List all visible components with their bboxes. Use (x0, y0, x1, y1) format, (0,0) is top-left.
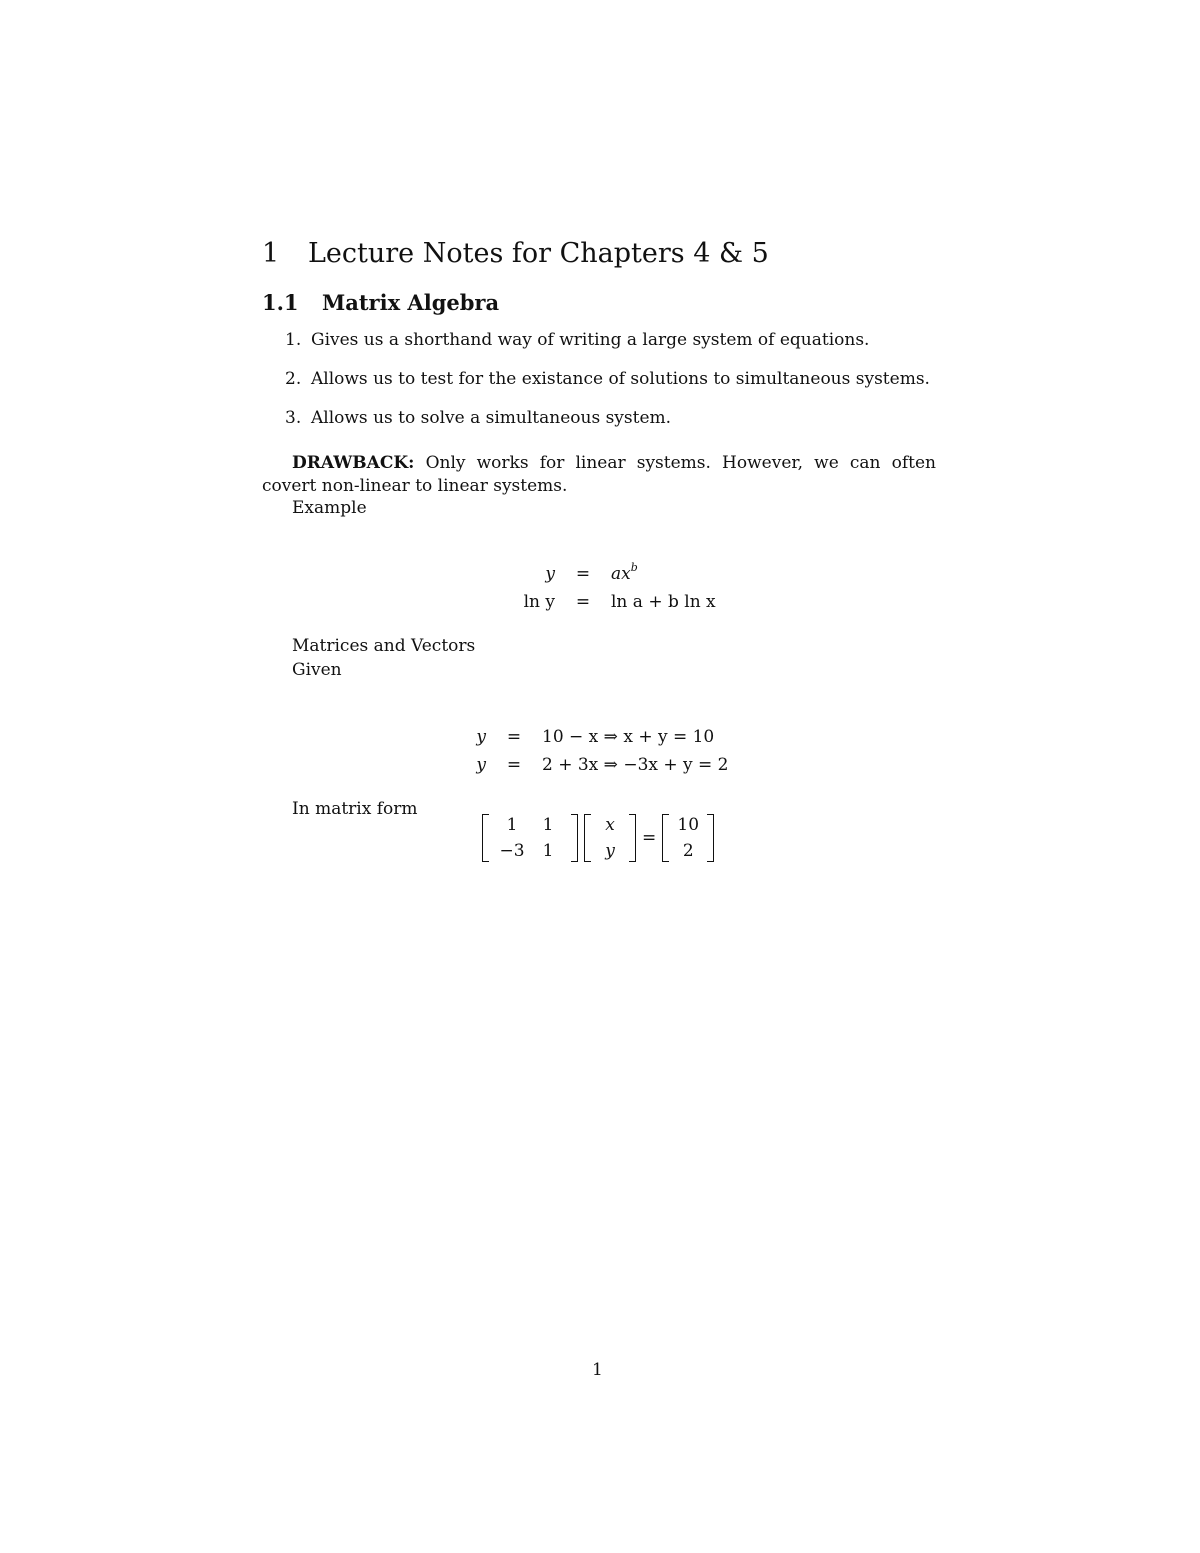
matrix-cell: −3 (499, 841, 525, 861)
list-item-number: 1. (285, 330, 302, 350)
example-label: Example (292, 498, 367, 518)
drawback-line-2: covert non-linear to linear systems. (262, 476, 568, 496)
drawback-paragraph (262, 452, 936, 498)
eq-rhs-base: ax (611, 564, 631, 584)
list-item (285, 369, 930, 408)
given-equations (464, 727, 729, 775)
eq-rhs-exponent: b (630, 561, 638, 574)
vector-cell: 2 (682, 841, 694, 861)
example-equations (503, 561, 716, 612)
matrix-cell: 1 (542, 841, 554, 861)
vector-cell: 10 (677, 815, 700, 835)
subsection-heading (262, 290, 499, 315)
variable-vector (584, 814, 636, 862)
eq-lhs: y (545, 564, 555, 584)
section-heading (262, 238, 769, 269)
eq-rhs (611, 561, 716, 584)
eq-rel: = (575, 564, 591, 584)
eq-rel: = (506, 727, 522, 747)
matrices-vectors-label: Matrices and Vectors (292, 636, 476, 656)
matrix-equals-sign: = (642, 828, 657, 848)
eq-rhs: 2 + 3x ⇒ −3x + y = 2 (542, 755, 729, 775)
section-number: 1 (262, 238, 280, 269)
eq-rel: = (575, 592, 591, 612)
matrix-cell: 1 (542, 815, 554, 835)
matrix-form-label: In matrix form (292, 799, 418, 819)
vector-cell: x (605, 815, 615, 835)
matrix-cell: 1 (506, 815, 518, 835)
list-item-text: Gives us a shorthand way of writing a large system of equations. (311, 330, 870, 350)
coefficient-matrix (482, 814, 578, 862)
subsection-title: Matrix Algebra (322, 290, 500, 315)
eq-rel: = (506, 755, 522, 775)
page-number: 1 (592, 1360, 603, 1380)
eq-rhs: ln a + b ln x (611, 592, 716, 612)
drawback-line-1 (262, 452, 936, 475)
eq-lhs: ln y (523, 592, 555, 612)
drawback-text: Only works for linear systems. However, we can often (425, 453, 936, 473)
drawback-label: DRAWBACK: (292, 453, 415, 473)
eq-lhs: y (476, 727, 486, 747)
benefits-list (285, 330, 930, 447)
list-item-text: Allows us to solve a simultaneous system. (311, 408, 672, 428)
given-label: Given (292, 660, 342, 680)
eq-rhs: 10 − x ⇒ x + y = 10 (542, 727, 715, 747)
list-item-number: 2. (285, 369, 302, 389)
section-title: Lecture Notes for Chapters 4 & 5 (308, 238, 769, 269)
vector-cell: y (605, 841, 615, 861)
constant-vector (662, 814, 714, 862)
matrix-equation (482, 814, 714, 862)
list-item-number: 3. (285, 408, 302, 428)
subsection-number: 1.1 (262, 290, 299, 315)
list-item (285, 408, 930, 447)
list-item-text: Allows us to test for the existance of solutions to simultaneous systems. (311, 369, 930, 389)
list-item (285, 330, 930, 369)
eq-lhs: y (476, 755, 486, 775)
